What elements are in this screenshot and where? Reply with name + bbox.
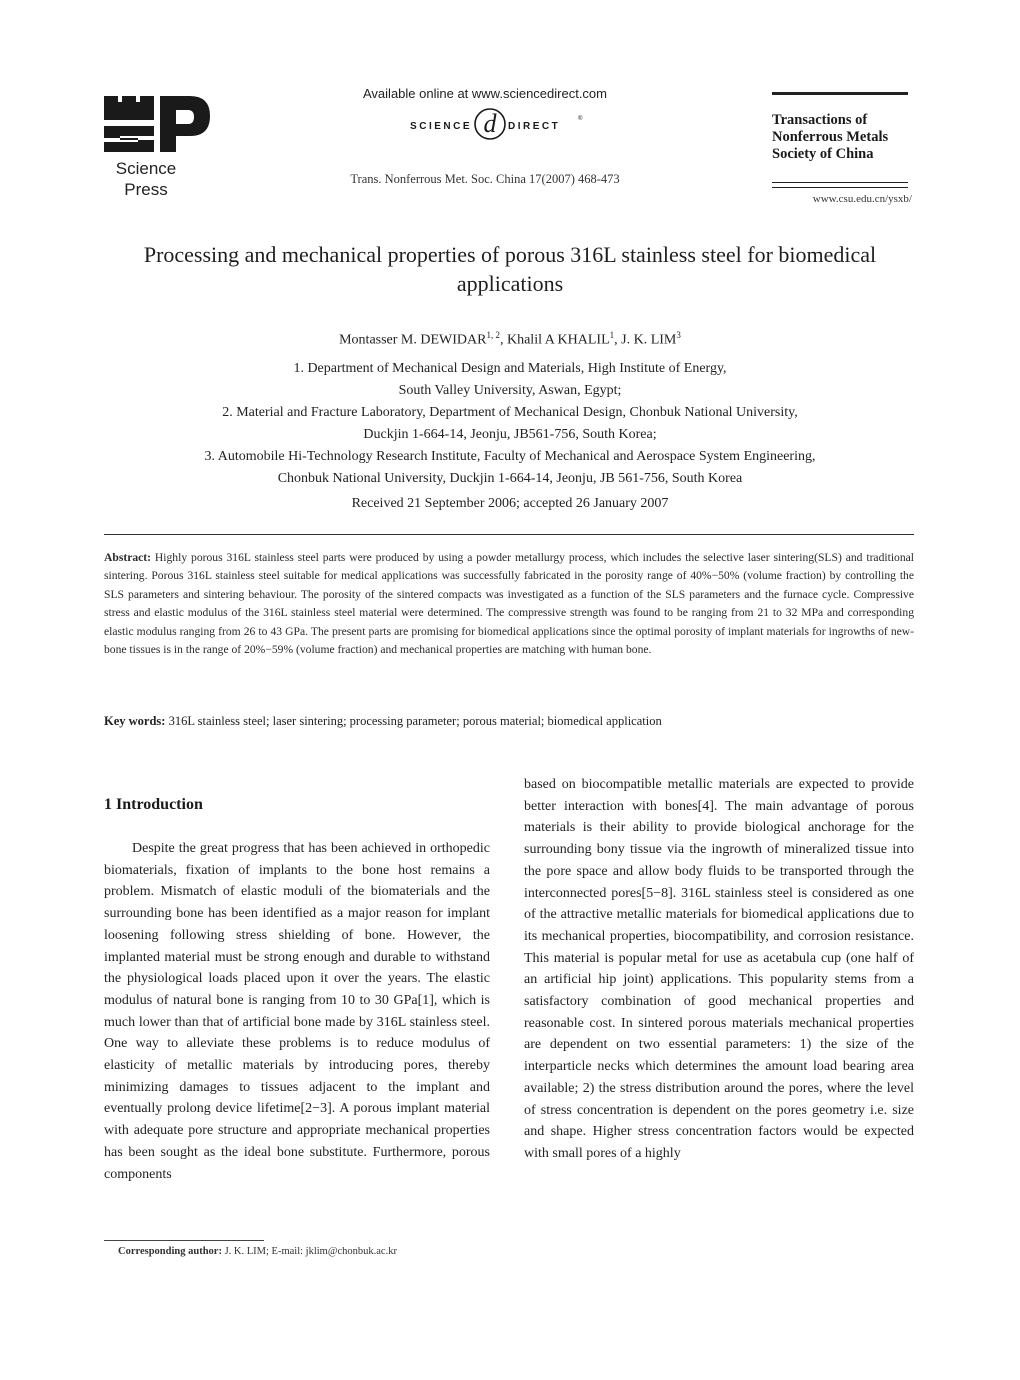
abstract <box>104 549 914 659</box>
journal-name <box>772 112 922 163</box>
citation-line: Trans. Nonferrous Met. Soc. China 17(2007) 468-473 <box>350 172 620 186</box>
science-press-wordmark <box>100 158 192 200</box>
footnote-text: J. K. LIM; E-mail: jklim@chonbuk.ac.kr <box>221 1246 397 1257</box>
body-column-right: based on biocompatible metallic materials are expected to provide better interaction with bones[4]. The main advantage of porous materials is their ability to provide biological anchorage for the surrounding bony tissue via the ingrowth of mineralized tissue into the pore space and allow body fluids to be transported through the interconnected pores[5−8]. 316L stainless steel is considered as one of the attractive metallic materials for biomedical applications due to its mechanical properties, biocompatibility, and corrosion resistance. This material is popular metal for use as acetabula cup (one half of an artificial hip joint) applications. This popularity stems from a satisfactory combination of good mechanical properties and reasonable cost. In sintered porous materials mechanical properties are dependent on two essential parameters: 1) the size of the interparticle necks which determines the amount load bearing area available; 2) the stress distribution around the pores, where the level of stress concentration is dependent on the pores geometry i.e. size and shape. Higher stress concentration factors would be expected with small pores of a highly <box>524 777 914 1161</box>
affiliations <box>100 358 920 490</box>
header-divider <box>104 534 914 535</box>
journal-line: Nonferrous Metals <box>772 129 889 145</box>
logo-line-1: Science <box>115 159 177 178</box>
author-list <box>120 330 900 349</box>
keywords-text: 316L stainless steel; laser sintering; processing parameter; porous material; biomedical application <box>165 714 662 728</box>
logo-line-2: Press <box>124 180 168 199</box>
sd-logo-mark: d <box>483 109 497 138</box>
corresponding-author-footnote <box>118 1246 618 1257</box>
abstract-label: Abstract: <box>104 551 152 564</box>
keywords-label: Key words: <box>104 714 166 728</box>
affiliation-line: 2. Material and Fracture Laboratory, Department of Mechanical Design, Chonbuk National University, <box>222 405 798 420</box>
author-name: Montasser M. DEWIDAR <box>339 332 487 348</box>
author-name: , J. K. LIM <box>614 332 677 348</box>
author-name: , Khalil A KHALIL <box>499 332 610 348</box>
keywords <box>104 714 914 729</box>
footnote-rule <box>104 1240 264 1241</box>
affiliation-line: 1. Department of Mechanical Design and Materials, High Institute of Energy, <box>293 361 727 376</box>
journal-rule <box>772 187 908 188</box>
sciencedirect-logo <box>370 104 620 144</box>
body-column-left: Despite the great progress that has been achieved in orthopedic biomaterials, fixation of implants to the bone host remains a problem. Mismatch of elastic moduli of the biomaterials and the surrounding bone has been identified as a major reason for implant loosening following stress shielding of bone. However, the implanted material must be strong enough and durable to withstand the physiological loads placed upon it over the years. The elastic modulus of natural bone is ranging from 10 to 30 GPa[1], which is much lower than that of artificial bone made by 316L stainless steel. One way to alleviate these problems is to reduce modulus of elasticity of metallic materials by introducing pores, thereby minimizing damages to tissues adjacent to the implant and eventually prolong device lifetime[2−3]. A porous implant material with adequate pore structure and appropriate mechanical properties has been sought as the ideal bone substitute. Furthermore, porous components <box>104 841 490 1182</box>
section-heading: 1 Introduction <box>104 796 203 813</box>
author-affil-sup: 3 <box>676 330 681 340</box>
journal-rule <box>772 182 908 183</box>
received-dates: Received 21 September 2006; accepted 26 January 2007 <box>351 496 669 511</box>
paper-title: Processing and mechanical properties of porous 316L stainless steel for biomedical applications <box>143 242 877 296</box>
sd-logo-trademark: ® <box>578 116 583 122</box>
abstract-text: Highly porous 316L stainless steel parts were produced by using a powder metallurgy process, which includes the selective laser sintering(SLS) and traditional sintering. Porous 316L stainless steel suitable for medical applications was successfully fabricated in the porosity range of 40%−50% (volume fraction) by controlling the SLS parameters and sintering behaviour. The porosity of the sintered compacts was investigated as a function of the SLS parameters and the furnace cycle. Compressive stress and elastic modulus of the 316L stainless steel material were determined. The compressive strength was found to be ranging from 21 to 32 MPa and corresponding elastic modulus ranging from 26 to 43 GPa. The present parts are promising for biomedical applications since the optimal porosity of implant materials for ingrowths of new-bone tissues is in the range of 20%−59% (volume fraction) and mechanical properties are matching with human bone. <box>104 551 914 657</box>
author-affil-sup: 1 <box>609 330 615 340</box>
author-affil-sup: 1, 2 <box>486 330 500 340</box>
available-online-text: Available online at www.sciencedirect.com <box>363 86 607 101</box>
affiliation-line: Chonbuk National University, Duckjin 1-664-14, Jeonju, JB 561-756, South Korea <box>277 471 743 486</box>
journal-line: Transactions of <box>772 112 868 128</box>
affiliation-line: Duckjin 1-664-14, Jeonju, JB561-756, South Korea; <box>363 427 657 442</box>
sd-logo-right: DIRECT <box>508 121 561 132</box>
affiliation-line: 3. Automobile Hi-Technology Research Institute, Faculty of Mechanical and Aerospace System Engineering, <box>204 449 816 464</box>
journal-url[interactable]: www.csu.edu.cn/ysxb/ <box>812 193 912 205</box>
journal-rule-top <box>772 92 908 95</box>
journal-line: Society of China <box>772 146 874 162</box>
sd-logo-left: SCIENCE <box>410 121 472 132</box>
affiliation-line: South Valley University, Aswan, Egypt; <box>398 383 622 398</box>
footnote-label: Corresponding author: <box>118 1246 222 1257</box>
